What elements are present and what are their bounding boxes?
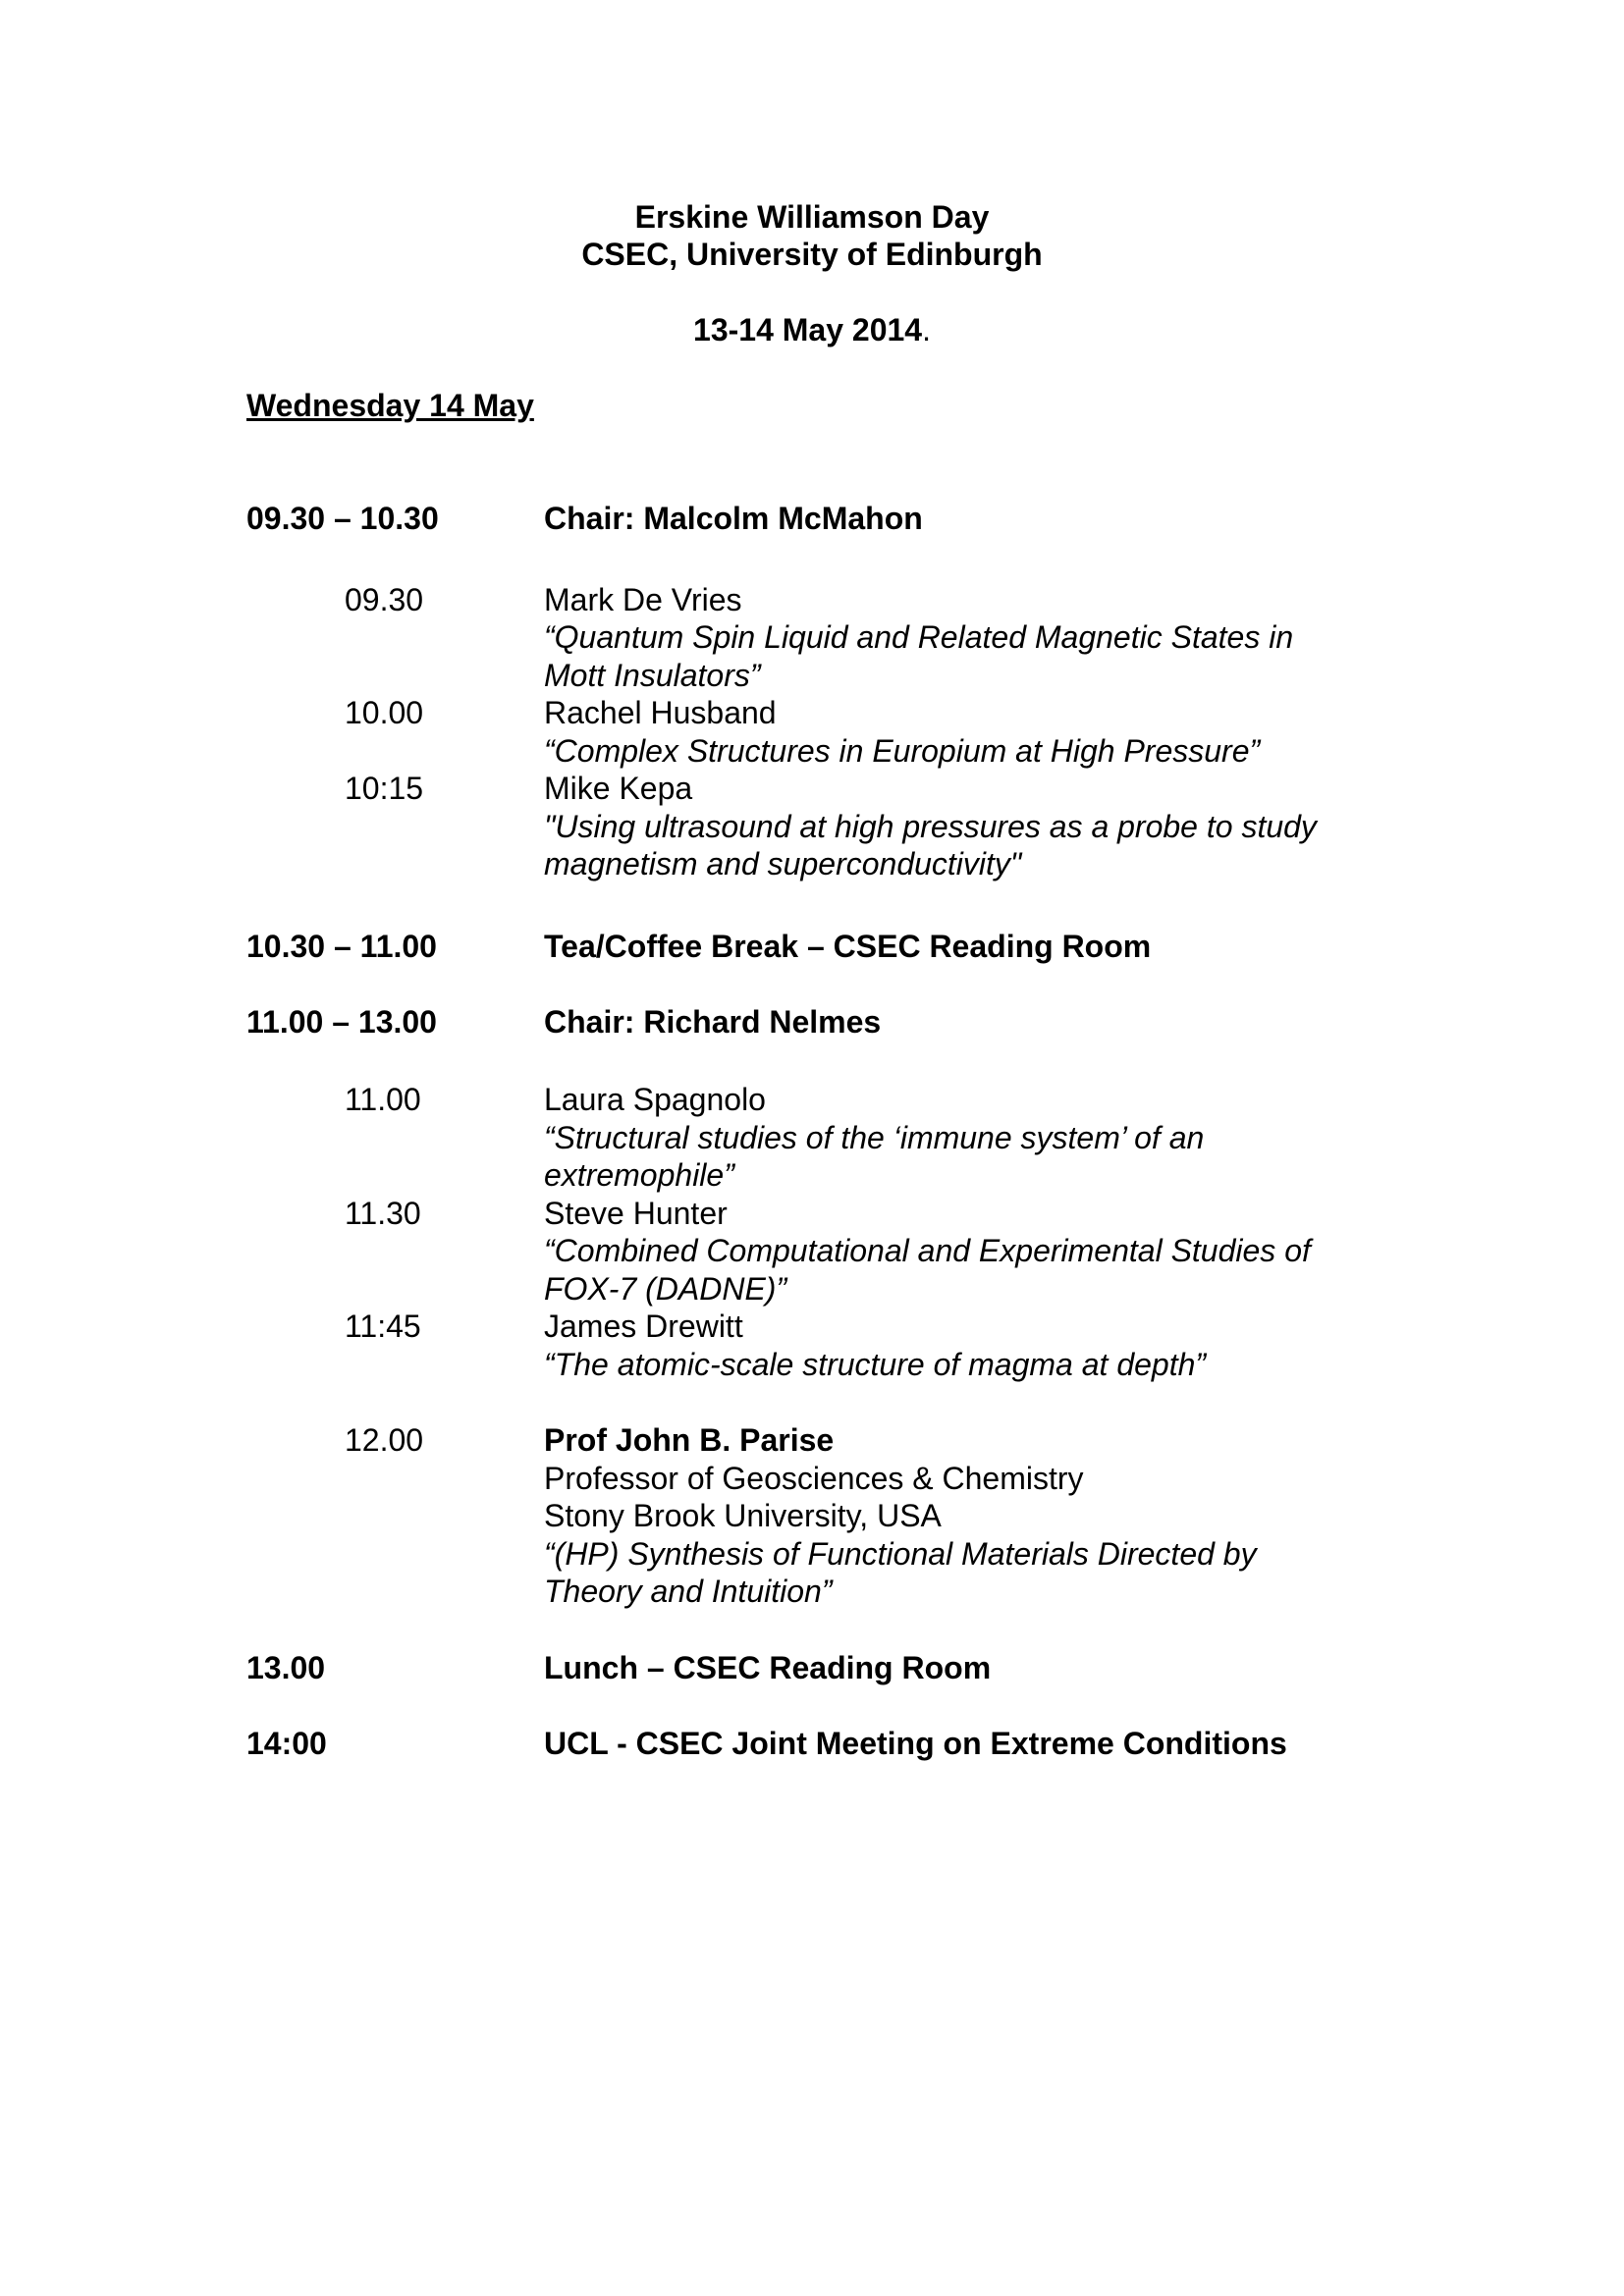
event-dates: [0, 311, 1624, 348]
talk-speaker: Mike Kepa: [544, 771, 693, 806]
talk-title: “Complex Structures in Europium at High Pressure”: [544, 733, 1261, 769]
keynote-time: 12.00: [345, 1422, 424, 1458]
break-time: 10.30 – 11.00: [246, 929, 437, 964]
event-dates-period: .: [922, 312, 931, 347]
talk-title: “Quantum Spin Liquid and Related Magnetic States in: [544, 619, 1294, 655]
session1-chair: Chair: Malcolm McMahon: [544, 501, 923, 536]
talk-title: “The atomic-scale structure of magma at depth”: [544, 1347, 1207, 1382]
talk-speaker: James Drewitt: [544, 1308, 743, 1344]
talk-speaker: Rachel Husband: [544, 695, 777, 730]
keynote-role: Professor of Geosciences & Chemistry: [544, 1461, 1084, 1496]
talk-speaker: Steve Hunter: [544, 1196, 728, 1231]
talk-speaker: Laura Spagnolo: [544, 1082, 766, 1117]
talk-title-cont: FOX-7 (DADNE)”: [544, 1271, 787, 1307]
talk-title: “Combined Computational and Experimental Studies of: [544, 1233, 1311, 1268]
afternoon-time: 14:00: [246, 1726, 327, 1761]
keynote-title: “(HP) Synthesis of Functional Materials Directed by: [544, 1536, 1257, 1572]
talk-time: 10.00: [345, 695, 424, 730]
talk-title: “Structural studies of the ‘immune system’ of an: [544, 1120, 1205, 1155]
talk-time: 09.30: [345, 582, 424, 617]
talk-time: 11.00: [345, 1082, 421, 1117]
talk-title-cont: extremophile”: [544, 1157, 734, 1193]
session1-time: 09.30 – 10.30: [246, 501, 439, 536]
day-heading: Wednesday 14 May: [246, 388, 534, 423]
talk-title: "Using ultrasound at high pressures as a probe to study: [544, 809, 1317, 844]
session2-chair: Chair: Richard Nelmes: [544, 1004, 882, 1040]
keynote-affiliation: Stony Brook University, USA: [544, 1498, 942, 1533]
keynote-title-cont: Theory and Intuition”: [544, 1574, 833, 1609]
talk-time: 10:15: [345, 771, 424, 806]
lunch-label: Lunch – CSEC Reading Room: [544, 1650, 992, 1685]
session2-time: 11.00 – 13.00: [246, 1004, 437, 1040]
talk-time: 11:45: [345, 1308, 421, 1344]
keynote-speaker: Prof John B. Parise: [544, 1422, 835, 1458]
talk-time: 11.30: [345, 1196, 421, 1231]
talk-title-cont: Mott Insulators”: [544, 658, 761, 693]
talk-title-cont: magnetism and superconductivity": [544, 846, 1022, 881]
document-title: Erskine Williamson Day: [634, 199, 990, 235]
afternoon-label: UCL - CSEC Joint Meeting on Extreme Conditions: [544, 1726, 1287, 1761]
lunch-time: 13.00: [246, 1650, 326, 1685]
talk-speaker: Mark De Vries: [544, 582, 742, 617]
break-label: Tea/Coffee Break – CSEC Reading Room: [544, 929, 1152, 964]
document-subtitle: CSEC, University of Edinburgh: [581, 237, 1043, 272]
event-dates-text: 13-14 May 2014: [693, 312, 923, 347]
